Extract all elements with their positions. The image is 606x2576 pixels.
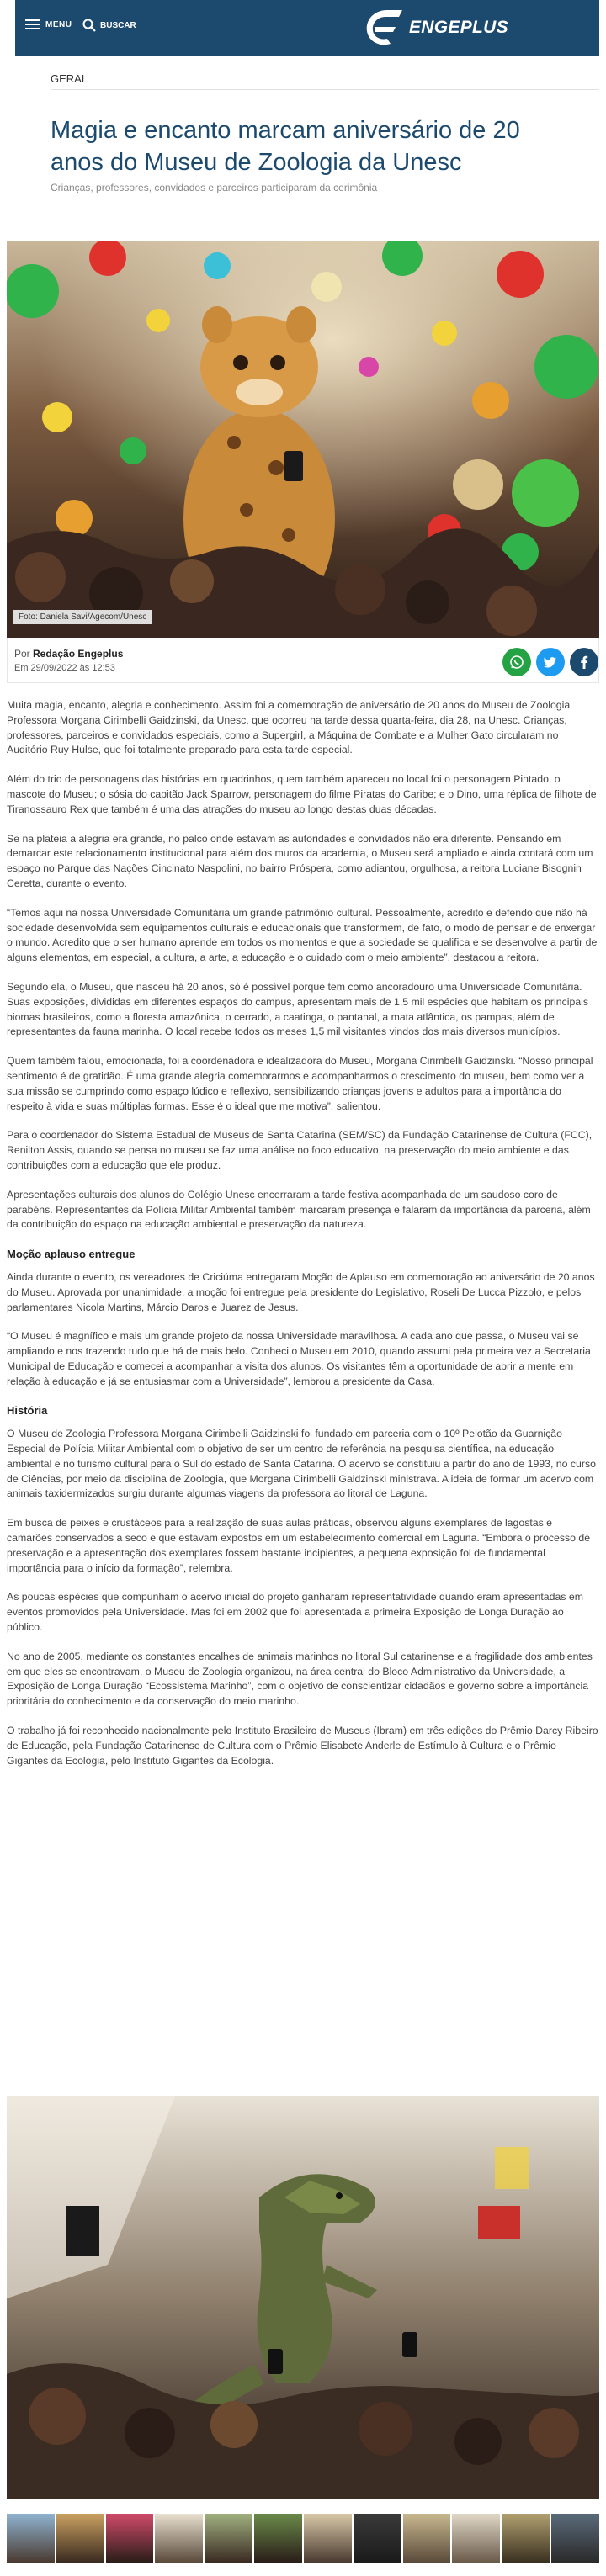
top-header xyxy=(15,0,599,56)
author-prefix: Por xyxy=(14,648,34,660)
article-title: Magia e encanto marcam aniversário de 20 anos do Museu de Zoologia da Unesc xyxy=(50,117,520,176)
search-icon xyxy=(82,19,96,32)
gallery-thumbnail[interactable] xyxy=(106,2514,154,2563)
paragraph: Quem também falou, emocionada, foi a coordenadora e idealizadora do Museu, Morgana Cirimbelli Gaidzinski. “Nosso principal sentimento é de gratidão. É uma grande alegria comemorarmos e acompanharmos o crescimento do museu, bem como ver a sua missão se cumprindo como espaço lúdico e reflexivo, sensibilizando crianças jovens e adultos para a importância do respeito à vida e suas múltiplas formas. Esse é o ideal que me motiva”, salientou. xyxy=(7,1055,593,1112)
paragraph: Para o coordenador do Sistema Estadual de Museus de Santa Catarina (SEM/SC) da Fundação Catarinense de Cultura (FCC), Renilton Assis, quando se pensa no museu se faz uma análise no foco educativo, na preservação do meio ambiente e das contribuições com a educação que ele produz. xyxy=(7,1129,593,1171)
author-line xyxy=(14,648,123,660)
paragraph: Segundo ela, o Museu, que nasceu há 20 anos, só é possível porque tem como ancoradouro uma Universidade Comunitária. Suas exposições, divididas em diferentes espaços do campus, apresentam mais de 1,5 mil espécies que habitam os principais biomas brasileiros, como a floresta amazônica, o cerrado, a caatinga, o pantanal, a mata atlântica, os pampas, além de representantes da fauna marinha. O local recebe todos os meses 1,5 mil visitantes vindos dos mais diversos municípios. xyxy=(7,980,589,1038)
byline-bar xyxy=(7,638,599,683)
twitter-icon xyxy=(544,655,557,669)
category-divider xyxy=(50,89,599,90)
gallery-thumbnail[interactable] xyxy=(452,2514,500,2563)
paragraph: Se na plateia a alegria era grande, no palco onde estavam as autoridades e convidados não era diferente. Pensando em demarcar este relacionamento institucional para além dos muros da academia, o Museu será ampliado e ainda contará com um espaço no Parque das Nações Cincinato Naspolini, no bairro Próspera, como adiantou, orgulhosa, a reitora Luciane Bisognin Ceretta, durante o evento. xyxy=(7,832,593,889)
author-name: Redação Engeplus xyxy=(33,648,124,660)
photo-caption: Foto: Daniela Savi/Agecom/Unesc xyxy=(13,610,152,624)
paragraph: “O Museu é magnífico e mais um grande projeto da nossa Universidade maravilhosa. A cada ano que passa, o Museu vai se ampliando e nos trazendo tudo que há de mais belo. Conheci o Museu em 2010, quando assumi pela primeira vez a Secretaria Municipal de Educação e comecei a acompanhar a visita dos alunos. Os visitantes têm a oportunidade de abrir a mente em relação à educação e já se entusiasmar com a Universidade”, lembrou a presidente da Casa. xyxy=(7,1330,591,1387)
celebration-photo-illustration xyxy=(7,241,599,638)
menu-button[interactable] xyxy=(25,19,72,30)
publish-date: Em 29/09/2022 às 12:53 xyxy=(14,663,115,673)
gallery-thumbnail[interactable] xyxy=(254,2514,302,2563)
share-facebook-button[interactable] xyxy=(570,648,598,676)
logo-swoosh-icon xyxy=(362,5,407,50)
section-heading-mocao: Moção aplauso entregue xyxy=(7,1248,136,1261)
gallery-thumbnail[interactable] xyxy=(551,2514,599,2563)
share-whatsapp-button[interactable] xyxy=(502,648,531,676)
article-category[interactable]: GERAL xyxy=(50,72,88,85)
logo-text: ENGEPLUS xyxy=(409,18,508,37)
paragraph: Ainda durante o evento, os vereadores de Criciúma entregaram Moção de Aplauso em comemoração ao aniversário de 20 anos do Museu. Aprovada por unanimidade, a moção foi entregue pela presidente do Legislativo, Roseli De Lucca Pizzolo, e pelos parlamentares Nicola Martins, Márcio Daros e Juarez de Jesus. xyxy=(7,1270,595,1313)
section-heading-historia: História xyxy=(7,1404,48,1418)
hero-photo xyxy=(7,241,599,638)
engeplus-logo[interactable] xyxy=(362,5,508,50)
gallery-main-photo[interactable] xyxy=(7,2096,599,2499)
gallery-thumbnail[interactable] xyxy=(354,2514,401,2563)
paragraph: Apresentações culturais dos alunos do Colégio Unesc encerraram a tarde festiva acompanhada de um saudoso coro de parabéns. Representantes da Polícia Militar Ambiental também marcaram presença e falaram da importância da parceria, além da contribuição do espaço na educação ambiental e preservação da natureza. xyxy=(7,1188,591,1231)
gallery-thumbnail[interactable] xyxy=(304,2514,352,2563)
search-button[interactable] xyxy=(82,19,136,32)
dinosaur-photo-illustration xyxy=(7,2096,599,2499)
menu-label: MENU xyxy=(45,19,72,29)
paragraph: As poucas espécies que compunham o acervo inicial do projeto ganharam representatividade quando eram apresentadas em eventos promovidos pela Universidade. Mas foi em 2002 que foi apresentada a primeira Exposição de Longa Duração ao público. xyxy=(7,1591,583,1634)
gallery-thumbnail[interactable] xyxy=(403,2514,451,2563)
gallery-thumbnail[interactable] xyxy=(56,2514,104,2563)
facebook-icon xyxy=(577,655,591,669)
paragraph: Muita magia, encanto, alegria e conhecimento. Assim foi a comemoração de aniversário de 20 anos do Museu de Zoologia Professora Morgana Cirimbelli Gaidzinski, da Unesc, que ocorreu na tarde dessa quarta-feira, dia 28, na Unesc. Crianças, professores, parceiros e convidados especiais, como a Supergirl, a Máquina de Combate e a Mulher Gato circularam no Auditório Ruy Hulse, que foi totalmente preparado para esta tarde especial. xyxy=(7,699,571,756)
article-subtitle: Crianças, professores, convidados e parceiros participaram da cerimônia xyxy=(50,182,378,193)
paragraph: “Temos aqui na nossa Universidade Comunitária um grande patrimônio cultural. Pessoalmente, acredito e defendo que não há sociedade desenvolvida sem equipamentos culturais e educacionais que transformem, de fato, o modo de pensar e de enxergar o mundo. Acredito que o ser humano aprende em todos os momentos e que a sociedade se qualifica e se desenvolve a partir de alguns elementos, em especial, a cultura, a arte, a educação e o cuidado com o meio ambiente”, destacou a reitora. xyxy=(7,906,598,964)
article-body xyxy=(7,698,599,1783)
paragraph: Além do trio de personagens das histórias em quadrinhos, quem também apareceu no local foi o personagem Pintado, o mascote do Museu; o sósia do capitão Jack Sparrow, personagem do filme Piratas do Caribe; e o Dino, uma réplica de filhote de Tiranossauro Rex que também é uma das atrações do museu ao longo destas duas décadas. xyxy=(7,773,597,815)
gallery-thumbnail[interactable] xyxy=(502,2514,550,2563)
paragraph: Em busca de peixes e crustáceos para a realização de suas aulas práticas, observou alguns exemplares de lagostas e camarões conservados a seco e que estavam expostos em um estabelecimento comercial em Laguna. “Embora o processo de preservação e a apresentação dos exemplares fossem bastante incipientes, a pequena exposição foi de fundamental importância para o início da formação”, relembra. xyxy=(7,1517,591,1574)
paragraph: O Museu de Zoologia Professora Morgana Cirimbelli Gaidzinski foi fundado em parceria com o 10º Pelotão da Guarnição Especial de Polícia Militar Ambiental com o objetivo de ser um centro de referência na pesquisa científica, na educação ambiental e no turismo cultural para o Sul do estado de Santa Catarina. O acervo se constituiu a partir do ano de 1993, no curso de Ciências, por meio da disciplina de Zoologia, que Morgana Cirimbelli Gaidzinski ministrava. A ideia de formar um acervo com animais taxidermizados surgiu durante algumas viagens da professora ao litoral de Laguna. xyxy=(7,1428,596,1500)
search-label: BUSCAR xyxy=(100,20,136,30)
gallery-thumbnail[interactable] xyxy=(155,2514,203,2563)
share-twitter-button[interactable] xyxy=(536,648,565,676)
paragraph: No ano de 2005, mediante os constantes encalhes de animais marinhos no litoral Sul catarinense e a fragilidade dos ambientes em que eles se encontravam, o Museu de Zoologia organizou, na área central do Bloco Administrativo da Universidade, a Exposição de Longa Duração “Ecossistema Marinho”, com o objetivo de conscientizar cidadãos e governo sobre a importância prioritária do conhecimento e da conservação do meio marinho. xyxy=(7,1650,593,1708)
whatsapp-icon xyxy=(509,655,524,670)
gallery-thumbnail[interactable] xyxy=(205,2514,252,2563)
gallery-thumbnail[interactable] xyxy=(7,2514,55,2563)
gallery-thumbnails xyxy=(7,2514,599,2563)
paragraph: O trabalho já foi reconhecido nacionalmente pelo Instituto Brasileiro de Museus (Ibram) em três edições do Prêmio Darcy Ribeiro de Educação, pela Fundação Catarinense de Cultura com o Prêmio Elisabete Anderle de Estímulo à Cultura e o Prêmio Gigantes da Ecologia, pelo Instituto Gigantes da Ecologia. xyxy=(7,1725,598,1767)
hamburger-icon xyxy=(25,19,40,30)
